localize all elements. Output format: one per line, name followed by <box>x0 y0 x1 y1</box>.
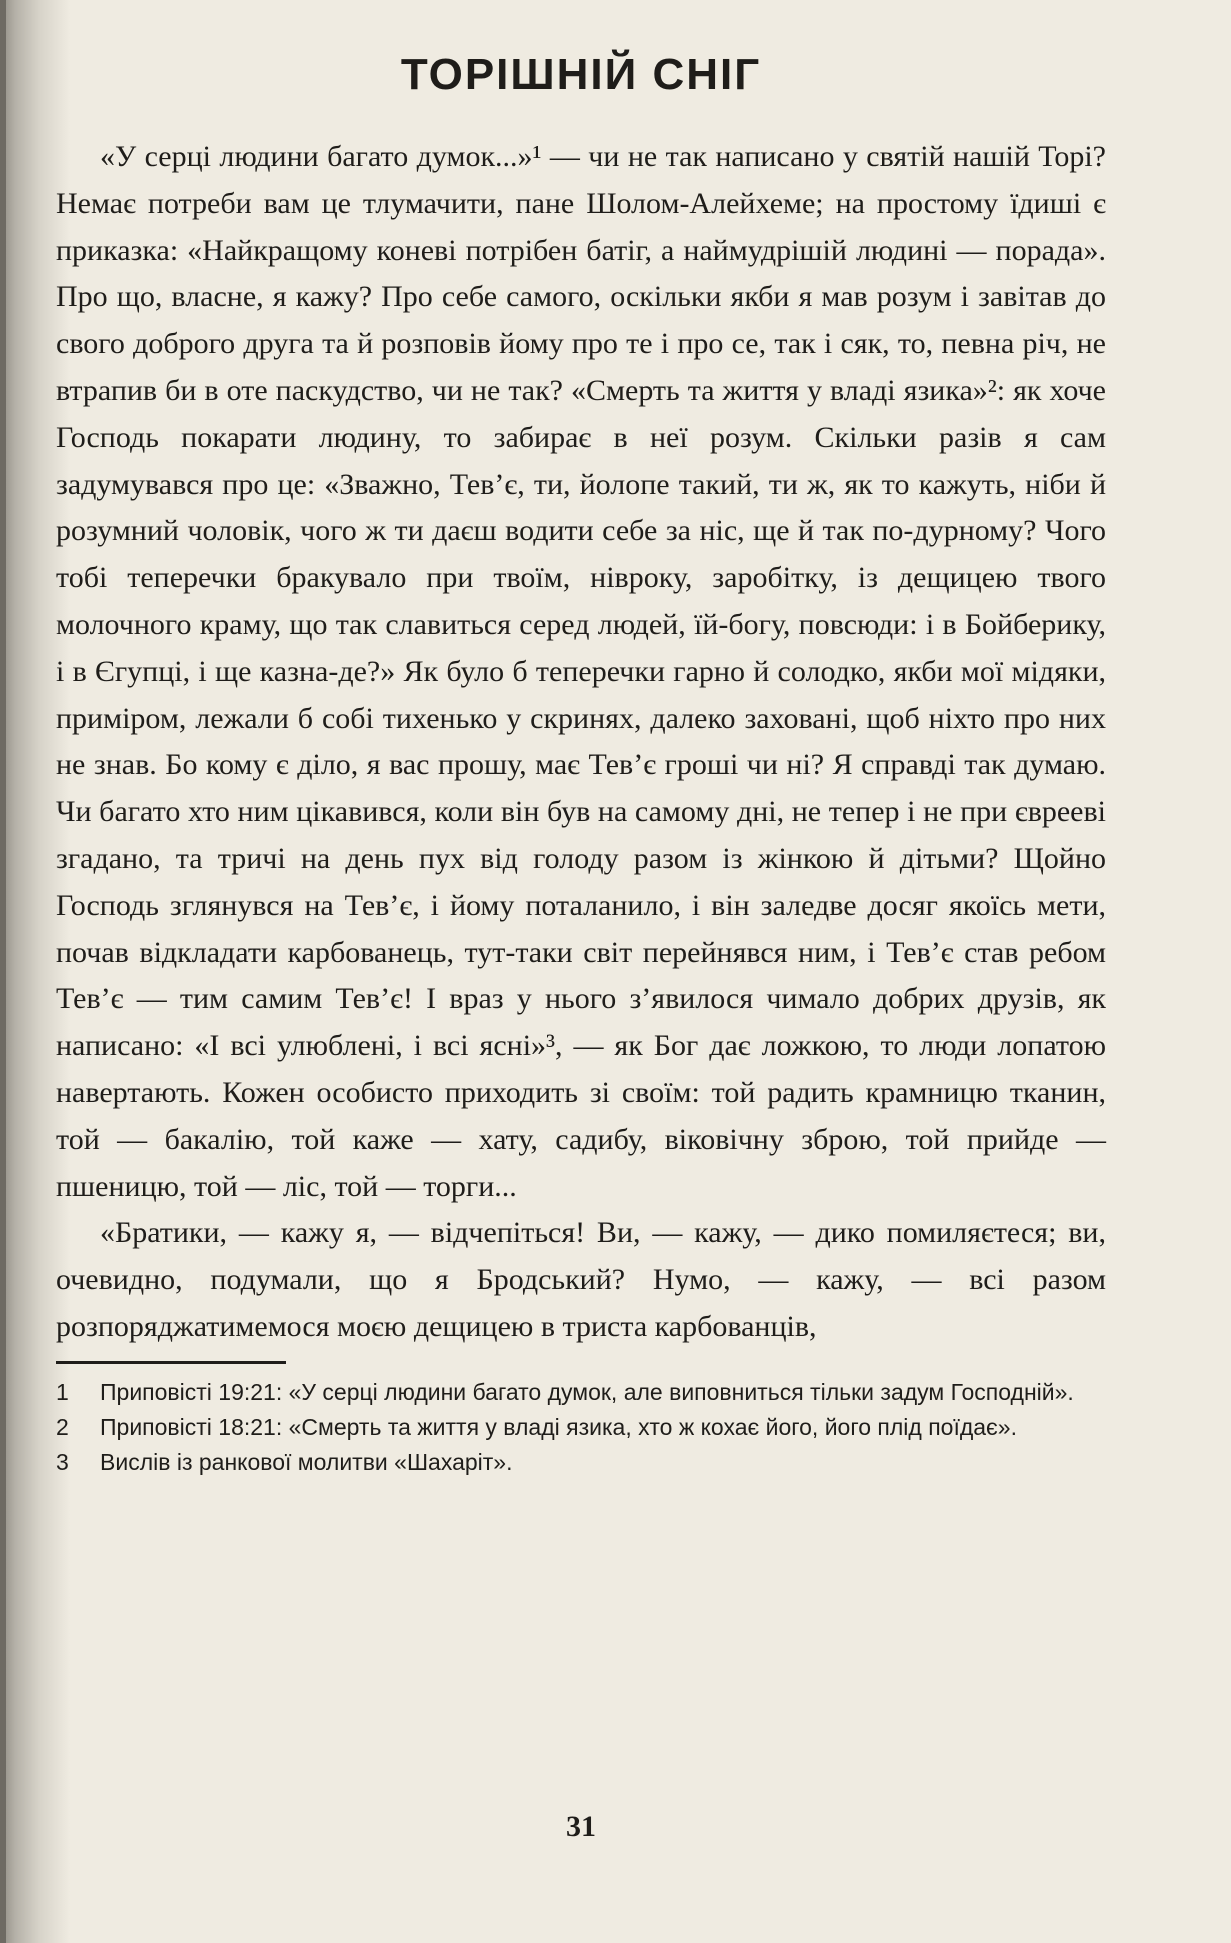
footnote-number: 3 <box>56 1448 69 1475</box>
book-page <box>56 50 1106 1843</box>
page-number: 31 <box>566 1810 596 1843</box>
footnotes <box>56 1376 1106 1479</box>
paragraph-1: «У серці людини багато думок...»¹ — чи не так написано у святій нашій Торі? Немає потреби вам це тлумачити, пане Шолом-Алейхеме; на простому їдиші є приказка: «Найкращому коневі потрібен батіг, а наймудрішій людині — порада». Про що, власне, я кажу? Про себе самого, оскільки якби я мав розум і завітав до свого доброго друга та й розповів йому про те і про се, так і сяк, то, певна річ, не втрапив би в оте паскудство, чи не так? «Смерть та життя у владі язика»²: як хоче Господь покарати людину, то забирає в неї розум. Скільки разів я сам задумувався про це: «Зважно, Тев’є, ти, йолопе такий, ти ж, як то кажуть, ніби й розумний чоловік, чого ж ти даєш водити себе за ніс, ще й так по-дурному? Чого тобі теперечки бракувало при твоїм, нівроку, заробітку, із дещицею твого молочного краму, що так славиться серед людей, їй-богу, повсюди: і в Бойберику, і в Єгупці, і ще казна-де?» Як було б теперечки гарно й солодко, якби мої мідяки, приміром, лежали б собі тихенько у скринях, далеко заховані, щоб ніхто про них не знав. Бо кому є діло, я вас прошу, має Тев’є гроші чи ні? Я справді так думаю. Чи багато хто ним цікавився, коли він був на самому дні, не тепер і не при єврееві згадано, та тричі на день пух від голоду разом із жінкою й дітьми? Щойно Господь зглянувся на Тев’є, і йому поталанило, і він заледве досяг якоїсь мети, почав відкладати карбованець, тут-таки світ перейнявся ним, і Тев’є став ребом Тев’є — тим самим Тев’є! І враз у нього з’явилося чимало добрих друзів, як написано: «І всі улюблені, і всі ясні»³, — як Бог дає ложкою, то люди лопатою навертають. Кожен особисто приходить зі своїм: той радить крамницю тканин, той — бакалію, той каже — хату, садибу, віковічну зброю, той прийде — пшеницю, той — ліс, той — торги... <box>56 140 1106 1203</box>
book-spine-edge <box>0 0 6 1943</box>
chapter-body <box>56 134 1106 1351</box>
paragraph-2: «Братики, — кажу я, — відчепіться! Ви, — кажу, — дико помиляєтеся; ви, очевидно, подумали, що я Бродський? Нумо, — кажу, — всі разом розпоряджатимемося моєю дещицею в триста карбованців, <box>56 1216 1106 1343</box>
chapter-title: ТОРІШНІЙ СНІГ <box>400 50 762 99</box>
footnote-number: 2 <box>56 1413 69 1440</box>
footnote-text: Вислів із ранкової молитви «Шахаріт». <box>100 1448 513 1475</box>
footnote-number: 1 <box>56 1378 69 1405</box>
footnote-text: Приповісті 18:21: «Смерть та життя у владі язика, хто ж кохає його, його плід поїдає». <box>100 1413 1017 1440</box>
footnote-3 <box>56 1446 1106 1479</box>
footnote-text: Приповісті 19:21: «У серці людини багато думок, але виповниться тільки задум Господній». <box>100 1378 1074 1405</box>
footnote-1 <box>56 1376 1106 1409</box>
footnote-2 <box>56 1411 1106 1444</box>
footnote-separator <box>56 1361 286 1364</box>
